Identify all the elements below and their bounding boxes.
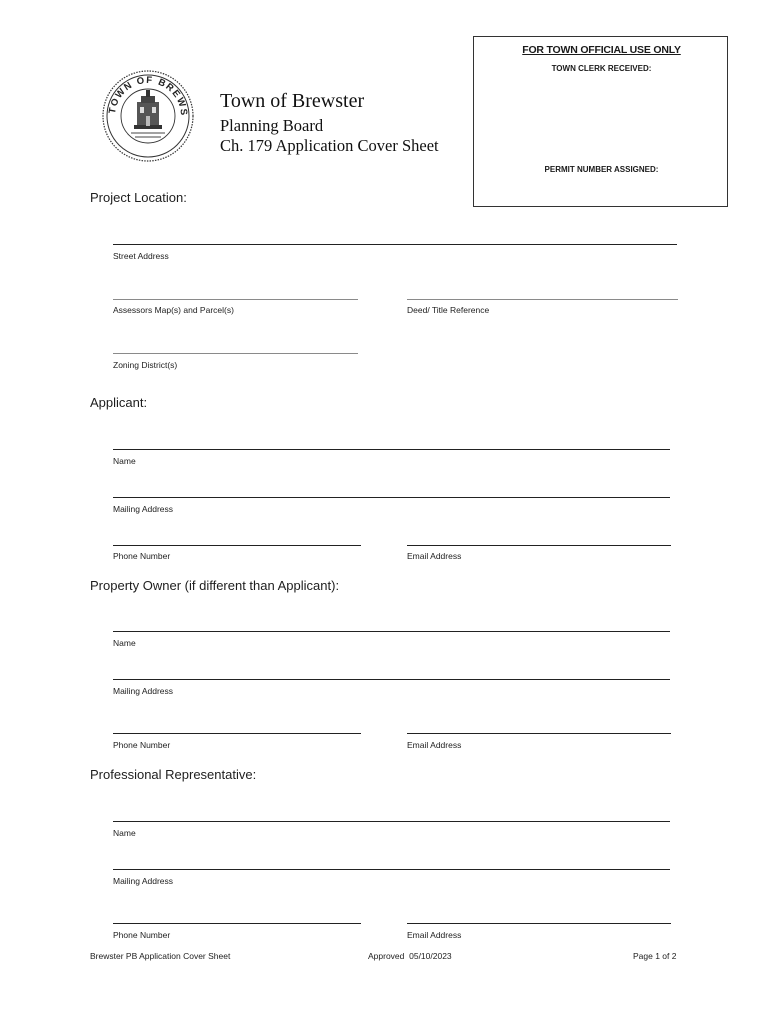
rep-mailing-field[interactable] — [113, 869, 670, 870]
rep-email-field[interactable] — [407, 923, 671, 924]
sheet-title: Ch. 179 Application Cover Sheet — [220, 136, 439, 155]
town-clerk-received-label: TOWN CLERK RECEIVED: — [551, 64, 652, 73]
rep-name-field[interactable] — [113, 821, 670, 822]
applicant-mailing-field[interactable] — [113, 497, 670, 498]
zoning-label: Zoning District(s) — [113, 360, 178, 370]
owner-name-label: Name — [113, 638, 136, 648]
rep-phone-label: Phone Number — [113, 930, 171, 940]
zoning-field[interactable] — [113, 353, 358, 354]
owner-phone-field[interactable] — [113, 733, 361, 734]
town-title: Town of Brewster — [220, 90, 365, 112]
deed-field[interactable] — [407, 299, 678, 300]
street-address-field[interactable] — [113, 244, 677, 245]
seal-text: TOWN OF BREWS — [106, 74, 190, 118]
owner-phone-label: Phone Number — [113, 740, 171, 750]
street-address-label: Street Address — [113, 251, 169, 261]
property-owner-heading: Property Owner (if different than Applicant): — [90, 578, 340, 593]
owner-name-field[interactable] — [113, 631, 670, 632]
deed-label: Deed/ Title Reference — [407, 305, 490, 315]
official-use-box — [473, 36, 728, 207]
town-seal-icon — [101, 69, 195, 163]
owner-email-field[interactable] — [407, 733, 671, 734]
owner-mailing-label: Mailing Address — [113, 686, 174, 696]
rep-phone-field[interactable] — [113, 923, 361, 924]
applicant-name-label: Name — [113, 456, 136, 466]
owner-email-label: Email Address — [407, 740, 462, 750]
rep-name-label: Name — [113, 828, 136, 838]
rep-email-label: Email Address — [407, 930, 462, 940]
applicant-phone-label: Phone Number — [113, 551, 171, 561]
applicant-mailing-label: Mailing Address — [113, 504, 174, 514]
footer-approved-date: Approved 05/10/2023 — [368, 951, 452, 961]
assessors-field[interactable] — [113, 299, 358, 300]
owner-mailing-field[interactable] — [113, 679, 670, 680]
applicant-email-field[interactable] — [407, 545, 671, 546]
project-location-heading: Project Location: — [90, 190, 187, 205]
applicant-email-label: Email Address — [407, 551, 462, 561]
footer-document-name: Brewster PB Application Cover Sheet — [90, 951, 231, 961]
applicant-phone-field[interactable] — [113, 545, 361, 546]
rep-mailing-label: Mailing Address — [113, 876, 174, 886]
applicant-heading: Applicant: — [90, 395, 148, 410]
professional-representative-heading: Professional Representative: — [90, 767, 257, 782]
permit-number-label: PERMIT NUMBER ASSIGNED: — [544, 165, 659, 174]
footer-page-number: Page 1 of 2 — [633, 951, 677, 961]
board-title: Planning Board — [220, 116, 324, 135]
applicant-name-field[interactable] — [113, 449, 670, 450]
official-use-title: FOR TOWN OFFICIAL USE ONLY — [522, 44, 681, 56]
assessors-label: Assessors Map(s) and Parcel(s) — [113, 305, 234, 315]
